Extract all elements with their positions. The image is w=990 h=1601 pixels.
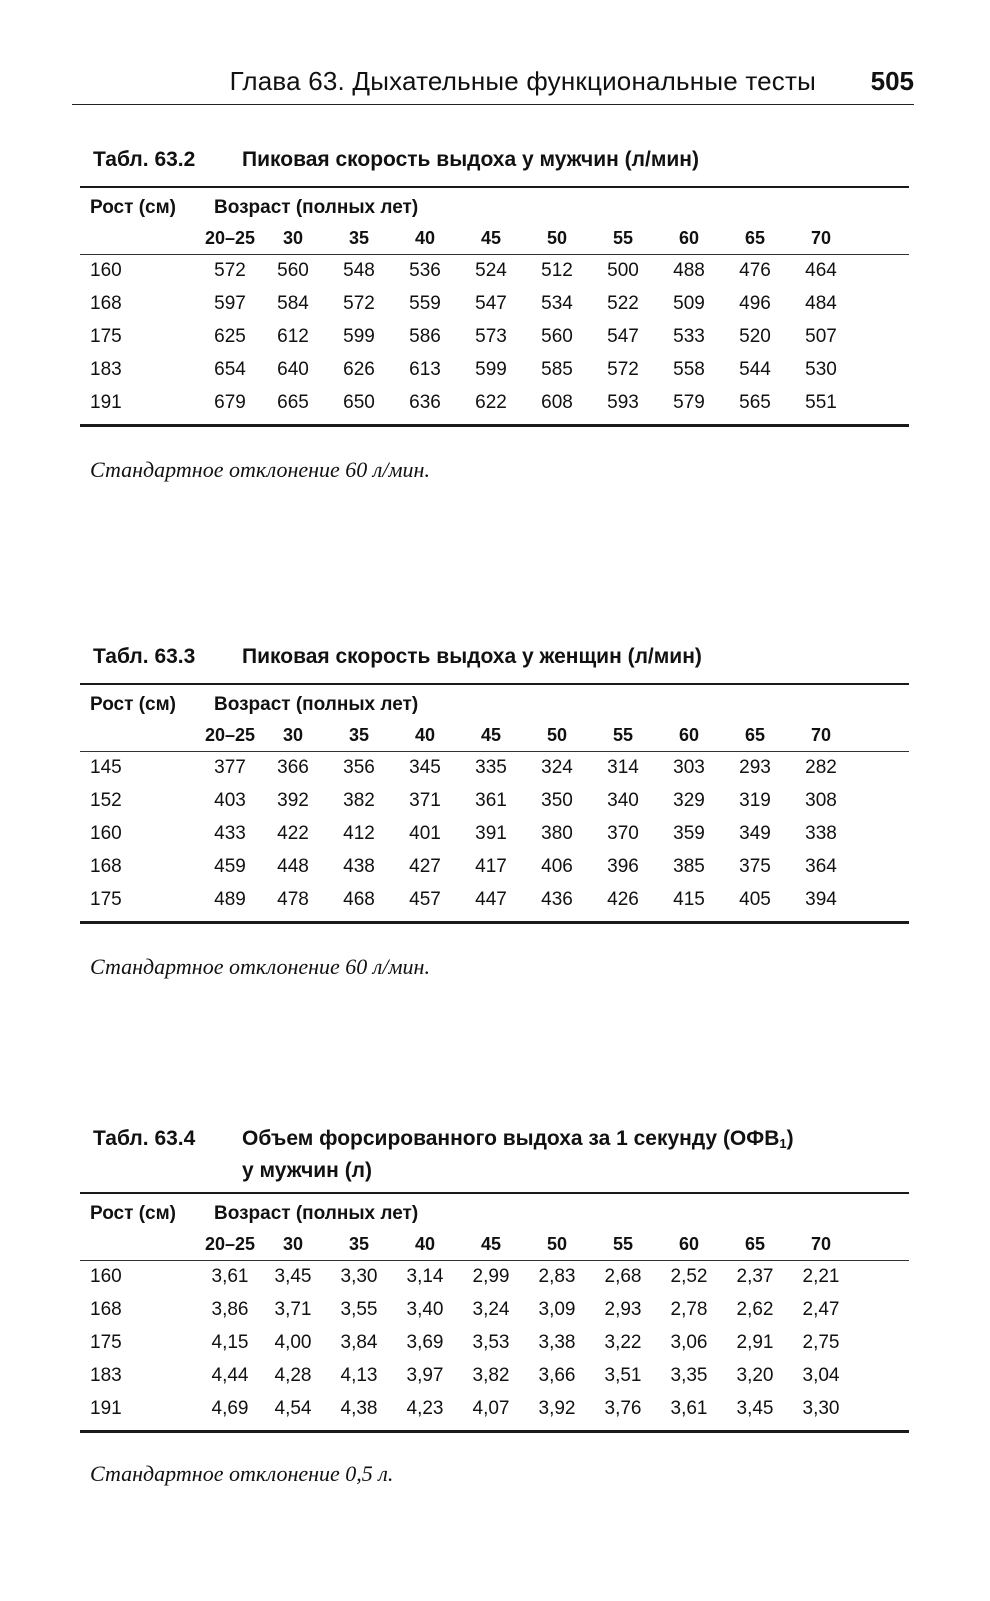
height-column-header: Рост (см): [90, 694, 176, 716]
value-cell: 548: [343, 260, 375, 282]
value-cell: 534: [541, 293, 573, 315]
value-cell: 4,00: [274, 1332, 312, 1354]
table-title: Объем форсированного выдоха за 1 секунду $(ОФВ_1)$ у мужчин (л): [242, 1127, 794, 1182]
value-cell: 622: [475, 392, 507, 414]
height-cell: 183: [90, 359, 122, 381]
table-section-63-2: [80, 146, 909, 414]
value-cell: 4,69: [211, 1398, 249, 1420]
table-row: [80, 354, 909, 387]
value-cell: 2,78: [670, 1299, 708, 1321]
age-column-header: 35: [348, 1234, 370, 1255]
age-header-row: [80, 222, 909, 254]
value-cell: 599: [343, 326, 375, 348]
value-cell: 380: [541, 823, 573, 845]
height-column-header: Рост (см): [90, 197, 176, 219]
value-cell: 522: [607, 293, 639, 315]
value-cell: 293: [739, 757, 771, 779]
value-cell: 392: [277, 790, 309, 812]
height-cell: 175: [90, 326, 122, 348]
age-column-header: 45: [480, 228, 502, 249]
table-label: Табл. 63.4: [93, 1127, 196, 1150]
value-cell: 4,44: [211, 1365, 249, 1387]
age-column-header: 35: [348, 725, 370, 746]
value-cell: 308: [805, 790, 837, 812]
value-cell: 3,06: [670, 1332, 708, 1354]
data-table: [80, 683, 909, 924]
height-cell: 160: [90, 823, 122, 845]
value-cell: 3,61: [670, 1398, 708, 1420]
value-cell: 361: [475, 790, 507, 812]
age-column-header: 30: [282, 725, 304, 746]
table-section-63-3: [80, 643, 909, 911]
table-note: Стандартное отклонение 60 л/мин.: [90, 457, 430, 482]
value-cell: 3,14: [406, 1266, 444, 1288]
value-cell: 436: [541, 889, 573, 911]
value-cell: 4,07: [472, 1398, 510, 1420]
value-cell: 679: [214, 392, 246, 414]
height-cell: 175: [90, 889, 122, 911]
value-cell: 547: [607, 326, 639, 348]
value-cell: 385: [673, 856, 705, 878]
height-cell: 145: [90, 757, 122, 779]
table-caption: [80, 146, 909, 173]
value-cell: 572: [343, 293, 375, 315]
value-cell: 3,24: [472, 1299, 510, 1321]
height-cell: 168: [90, 293, 122, 315]
value-cell: 3,66: [538, 1365, 576, 1387]
value-cell: 2,47: [802, 1299, 840, 1321]
age-column-header: 40: [414, 1234, 436, 1255]
value-cell: 433: [214, 823, 246, 845]
age-column-header: 60: [678, 228, 700, 249]
table-row: [80, 818, 909, 851]
age-header-row: [80, 719, 909, 751]
value-cell: 654: [214, 359, 246, 381]
value-cell: 335: [475, 757, 507, 779]
value-cell: 329: [673, 790, 705, 812]
value-cell: 478: [277, 889, 309, 911]
height-cell: 160: [90, 1266, 122, 1288]
table-label: Табл. 63.3: [93, 645, 196, 668]
table-row: [80, 1360, 909, 1393]
value-cell: 3,30: [802, 1398, 840, 1420]
value-cell: 406: [541, 856, 573, 878]
table-bottom-rule: [80, 1430, 909, 1432]
value-cell: 3,45: [274, 1266, 312, 1288]
age-group-header: Возраст (полных лет): [214, 694, 419, 716]
age-column-header: 30: [282, 1234, 304, 1255]
table-row: [80, 1327, 909, 1360]
value-cell: 427: [409, 856, 441, 878]
value-cell: 3,09: [538, 1299, 576, 1321]
table-row: [80, 851, 909, 884]
value-cell: 512: [541, 260, 573, 282]
value-cell: 640: [277, 359, 309, 381]
table-bottom-rule: [80, 921, 909, 923]
value-cell: 401: [409, 823, 441, 845]
table-title: Пиковая скорость выдоха у женщин (л/мин): [242, 645, 702, 668]
value-cell: 2,99: [472, 1266, 510, 1288]
value-cell: 340: [607, 790, 639, 812]
table-note: Стандартное отклонение 0,5 л.: [90, 1461, 394, 1486]
value-cell: 3,45: [736, 1398, 774, 1420]
table-row: [80, 288, 909, 321]
value-cell: 585: [541, 359, 573, 381]
value-cell: 3,53: [472, 1332, 510, 1354]
value-cell: 3,84: [340, 1332, 378, 1354]
value-cell: 447: [475, 889, 507, 911]
table-label: Табл. 63.2: [93, 148, 196, 171]
age-column-header: 40: [414, 228, 436, 249]
value-cell: 476: [739, 260, 771, 282]
age-column-header: 30: [282, 228, 304, 249]
value-cell: 560: [541, 326, 573, 348]
value-cell: 597: [214, 293, 246, 315]
height-cell: 160: [90, 260, 122, 282]
value-cell: 551: [805, 392, 837, 414]
value-cell: 530: [805, 359, 837, 381]
table-row: [80, 1393, 909, 1426]
value-cell: 3,40: [406, 1299, 444, 1321]
age-column-header: 70: [810, 725, 832, 746]
value-cell: 366: [277, 757, 309, 779]
value-cell: 3,92: [538, 1398, 576, 1420]
age-column-header: 20–25: [204, 725, 256, 746]
value-cell: 4,54: [274, 1398, 312, 1420]
subscript: 1: [779, 1136, 787, 1151]
table-caption: [80, 1125, 909, 1182]
value-cell: 415: [673, 889, 705, 911]
value-cell: 650: [343, 392, 375, 414]
age-column-header: 70: [810, 1234, 832, 1255]
value-cell: 403: [214, 790, 246, 812]
age-group-header: Возраст (полных лет): [214, 1203, 419, 1225]
value-cell: 3,86: [211, 1299, 249, 1321]
value-cell: 488: [673, 260, 705, 282]
value-cell: 626: [343, 359, 375, 381]
header-row: [80, 1194, 909, 1228]
value-cell: 359: [673, 823, 705, 845]
value-cell: 593: [607, 392, 639, 414]
value-cell: 314: [607, 757, 639, 779]
value-cell: 599: [475, 359, 507, 381]
value-cell: 2,37: [736, 1266, 774, 1288]
value-cell: 584: [277, 293, 309, 315]
value-cell: 2,93: [604, 1299, 642, 1321]
value-cell: 3,35: [670, 1365, 708, 1387]
table-row: [80, 752, 909, 785]
age-column-header: 55: [612, 1234, 634, 1255]
value-cell: 559: [409, 293, 441, 315]
table-section-63-4: [80, 1125, 909, 1420]
value-cell: 438: [343, 856, 375, 878]
page-header: [72, 60, 914, 105]
value-cell: 412: [343, 823, 375, 845]
value-cell: 3,51: [604, 1365, 642, 1387]
data-table: [80, 186, 909, 427]
value-cell: 2,62: [736, 1299, 774, 1321]
value-cell: 303: [673, 757, 705, 779]
table-note: Стандартное отклонение 60 л/мин.: [90, 954, 430, 979]
value-cell: 4,38: [340, 1398, 378, 1420]
data-table: [80, 1192, 909, 1433]
table-caption: [80, 643, 909, 670]
value-cell: 2,68: [604, 1266, 642, 1288]
value-cell: 338: [805, 823, 837, 845]
value-cell: 2,91: [736, 1332, 774, 1354]
value-cell: 613: [409, 359, 441, 381]
value-cell: 2,21: [802, 1266, 840, 1288]
height-cell: 168: [90, 856, 122, 878]
table-row: [80, 387, 909, 420]
value-cell: 507: [805, 326, 837, 348]
value-cell: 319: [739, 790, 771, 812]
height-cell: 183: [90, 1365, 122, 1387]
height-cell: 191: [90, 1398, 122, 1420]
value-cell: 544: [739, 359, 771, 381]
table-row: [80, 1294, 909, 1327]
age-column-header: 55: [612, 725, 634, 746]
value-cell: 394: [805, 889, 837, 911]
value-cell: 282: [805, 757, 837, 779]
value-cell: 459: [214, 856, 246, 878]
height-cell: 191: [90, 392, 122, 414]
value-cell: 3,04: [802, 1365, 840, 1387]
value-cell: 426: [607, 889, 639, 911]
age-column-header: 70: [810, 228, 832, 249]
value-cell: 524: [475, 260, 507, 282]
value-cell: 3,71: [274, 1299, 312, 1321]
value-cell: 625: [214, 326, 246, 348]
value-cell: 533: [673, 326, 705, 348]
value-cell: 536: [409, 260, 441, 282]
value-cell: 2,52: [670, 1266, 708, 1288]
value-cell: 356: [343, 757, 375, 779]
value-cell: 500: [607, 260, 639, 282]
age-column-header: 50: [546, 1234, 568, 1255]
value-cell: 3,82: [472, 1365, 510, 1387]
value-cell: 448: [277, 856, 309, 878]
value-cell: 396: [607, 856, 639, 878]
running-title: Глава 63. Дыхательные функциональные тесты: [229, 66, 816, 96]
value-cell: 370: [607, 823, 639, 845]
value-cell: 608: [541, 392, 573, 414]
value-cell: 4,15: [211, 1332, 249, 1354]
value-cell: 4,28: [274, 1365, 312, 1387]
age-column-header: 20–25: [204, 228, 256, 249]
value-cell: 3,30: [340, 1266, 378, 1288]
value-cell: 560: [277, 260, 309, 282]
height-cell: 168: [90, 1299, 122, 1321]
table-row: [80, 255, 909, 288]
value-cell: 586: [409, 326, 441, 348]
height-cell: 175: [90, 1332, 122, 1354]
value-cell: 572: [607, 359, 639, 381]
age-column-header: 50: [546, 228, 568, 249]
age-column-header: 65: [744, 228, 766, 249]
page-number: 505: [870, 66, 914, 96]
value-cell: 558: [673, 359, 705, 381]
value-cell: 375: [739, 856, 771, 878]
value-cell: 520: [739, 326, 771, 348]
age-header-row: [80, 1228, 909, 1260]
value-cell: 349: [739, 823, 771, 845]
value-cell: 3,55: [340, 1299, 378, 1321]
table-row: [80, 1261, 909, 1294]
value-cell: 3,97: [406, 1365, 444, 1387]
value-cell: 3,76: [604, 1398, 642, 1420]
table-row: [80, 785, 909, 818]
height-cell: 152: [90, 790, 122, 812]
value-cell: 509: [673, 293, 705, 315]
value-cell: 579: [673, 392, 705, 414]
value-cell: 547: [475, 293, 507, 315]
age-column-header: 60: [678, 725, 700, 746]
value-cell: 371: [409, 790, 441, 812]
value-cell: 2,83: [538, 1266, 576, 1288]
value-cell: 612: [277, 326, 309, 348]
header-row: [80, 188, 909, 222]
age-column-header: 65: [744, 1234, 766, 1255]
value-cell: 350: [541, 790, 573, 812]
value-cell: 3,20: [736, 1365, 774, 1387]
age-group-header: Возраст (полных лет): [214, 197, 419, 219]
value-cell: 496: [739, 293, 771, 315]
table-bottom-rule: [80, 424, 909, 426]
value-cell: 2,75: [802, 1332, 840, 1354]
table-row: [80, 321, 909, 354]
value-cell: 572: [214, 260, 246, 282]
value-cell: 417: [475, 856, 507, 878]
value-cell: 4,23: [406, 1398, 444, 1420]
value-cell: 636: [409, 392, 441, 414]
age-column-header: 50: [546, 725, 568, 746]
value-cell: 422: [277, 823, 309, 845]
value-cell: 489: [214, 889, 246, 911]
age-column-header: 55: [612, 228, 634, 249]
value-cell: 468: [343, 889, 375, 911]
age-column-header: 65: [744, 725, 766, 746]
age-column-header: 20–25: [204, 1234, 256, 1255]
age-column-header: 45: [480, 725, 502, 746]
value-cell: 364: [805, 856, 837, 878]
age-column-header: 60: [678, 1234, 700, 1255]
table-row: [80, 884, 909, 917]
value-cell: 377: [214, 757, 246, 779]
value-cell: 3,69: [406, 1332, 444, 1354]
value-cell: 484: [805, 293, 837, 315]
value-cell: 3,22: [604, 1332, 642, 1354]
value-cell: 391: [475, 823, 507, 845]
value-cell: 565: [739, 392, 771, 414]
header-row: [80, 685, 909, 719]
value-cell: 345: [409, 757, 441, 779]
age-column-header: 45: [480, 1234, 502, 1255]
value-cell: 3,61: [211, 1266, 249, 1288]
value-cell: 324: [541, 757, 573, 779]
age-column-header: 40: [414, 725, 436, 746]
height-column-header: Рост (см): [90, 1203, 176, 1225]
value-cell: 457: [409, 889, 441, 911]
value-cell: 4,13: [340, 1365, 378, 1387]
table-title: Пиковая скорость выдоха у мужчин (л/мин): [242, 148, 699, 171]
value-cell: 665: [277, 392, 309, 414]
value-cell: 573: [475, 326, 507, 348]
value-cell: 382: [343, 790, 375, 812]
value-cell: 3,38: [538, 1332, 576, 1354]
age-column-header: 35: [348, 228, 370, 249]
value-cell: 464: [805, 260, 837, 282]
value-cell: 405: [739, 889, 771, 911]
